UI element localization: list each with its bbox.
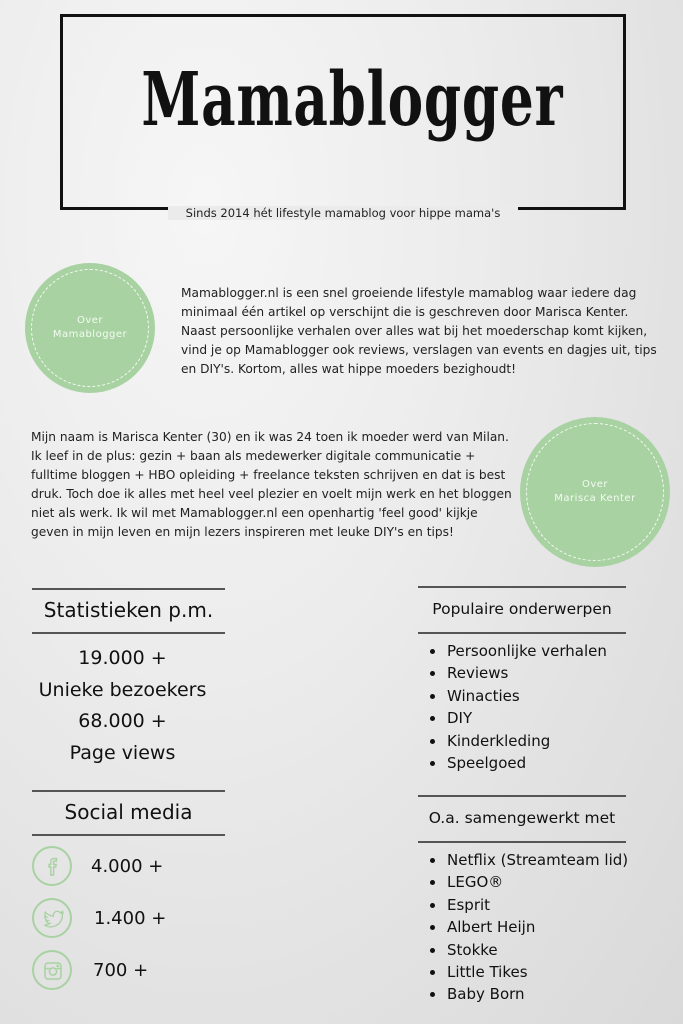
instagram-icon: [32, 950, 72, 990]
divider: [32, 790, 225, 792]
list-item: Persoonlijke verhalen: [447, 640, 607, 662]
about-author-badge-line1: Over: [581, 479, 609, 490]
social-row-facebook: [32, 846, 232, 890]
list-item: Baby Born: [447, 983, 628, 1005]
social-row-twitter: [32, 898, 232, 942]
divider: [32, 834, 225, 836]
facebook-count: 4.000 +: [91, 856, 164, 877]
stats-heading: Statistieken p.m.: [43, 598, 214, 622]
list-item: Kinderkleding: [447, 730, 607, 752]
about-author-badge: [520, 417, 670, 567]
list-item: DIY: [447, 707, 607, 729]
topics-heading: Populaire onderwerpen: [432, 600, 612, 618]
visitors-value: 19.000 +: [78, 647, 167, 669]
partners-heading: O.a. samengewerkt met: [428, 809, 616, 827]
about-blog-text: Mamablogger.nl is een snel groeiende lifestyle mamablog waar iedere dag minimaal één artikel op verschijnt die is geschreven door Marisca Kenter. Naast persoonlijke verhalen over alles wat bij het moederschap komt kijken, vind je op Mamablogger ook reviews, verslagen van events en dagjes uit, tips en DIY's. Kortom, alles wat hippe moeders bezighoudt!: [181, 286, 657, 376]
list-item: Winacties: [447, 685, 607, 707]
list-item: Speelgoed: [447, 752, 607, 774]
social-row-instagram: [32, 950, 232, 994]
divider: [418, 841, 626, 843]
list-item: Albert Heijn: [447, 916, 628, 938]
about-blog-badge: [25, 263, 155, 393]
about-author-badge-line2: Marisca Kenter: [554, 493, 636, 504]
twitter-icon: [32, 898, 72, 938]
list-item: Reviews: [447, 662, 607, 684]
list-item: Stokke: [447, 939, 628, 961]
divider: [32, 632, 225, 634]
page-title: Mamablogger: [141, 57, 564, 143]
pageviews-value: 68.000 +: [78, 710, 167, 732]
topics-list: [422, 640, 607, 774]
stats-block: [15, 643, 230, 769]
list-item: Little Tikes: [447, 961, 628, 983]
about-blog-badge-line1: Over: [76, 315, 104, 326]
list-item: Netflix (Streamteam lid): [447, 849, 628, 871]
about-author-text: Mijn naam is Marisca Kenter (30) en ik was 24 toen ik moeder werd van Milan. Ik leef in de plus: gezin + baan als medewerker digitale communicatie + fulltime bloggen + HBO opleiding + freelance teksten schrijven en dat is best druk. Toch doe ik alles met heel veel plezier en voelt mijn werk en het bloggen niet als werk. Ik wil met Mamablogger.nl een openhartig 'feel good' kijkje geven in mijn leven en mijn lezers inspireren met leuke DIY's en tips!: [31, 430, 512, 539]
divider: [418, 795, 626, 797]
divider: [32, 588, 225, 590]
visitors-label: Unieke bezoekers: [38, 678, 207, 701]
title-box: [60, 14, 626, 210]
instagram-count: 700 +: [93, 960, 149, 981]
divider: [418, 632, 626, 634]
tagline: Sinds 2014 hét lifestyle mamablog voor hippe mama's: [168, 206, 518, 220]
divider: [418, 586, 626, 588]
list-item: Esprit: [447, 894, 628, 916]
about-blog-badge-line2: Mamablogger: [52, 329, 128, 340]
pageviews-label: Page views: [69, 741, 176, 764]
list-item: LEGO®: [447, 871, 628, 893]
social-heading: Social media: [64, 800, 193, 824]
twitter-count: 1.400 +: [94, 908, 167, 929]
partners-list: [422, 849, 628, 1006]
facebook-icon: [32, 846, 72, 886]
